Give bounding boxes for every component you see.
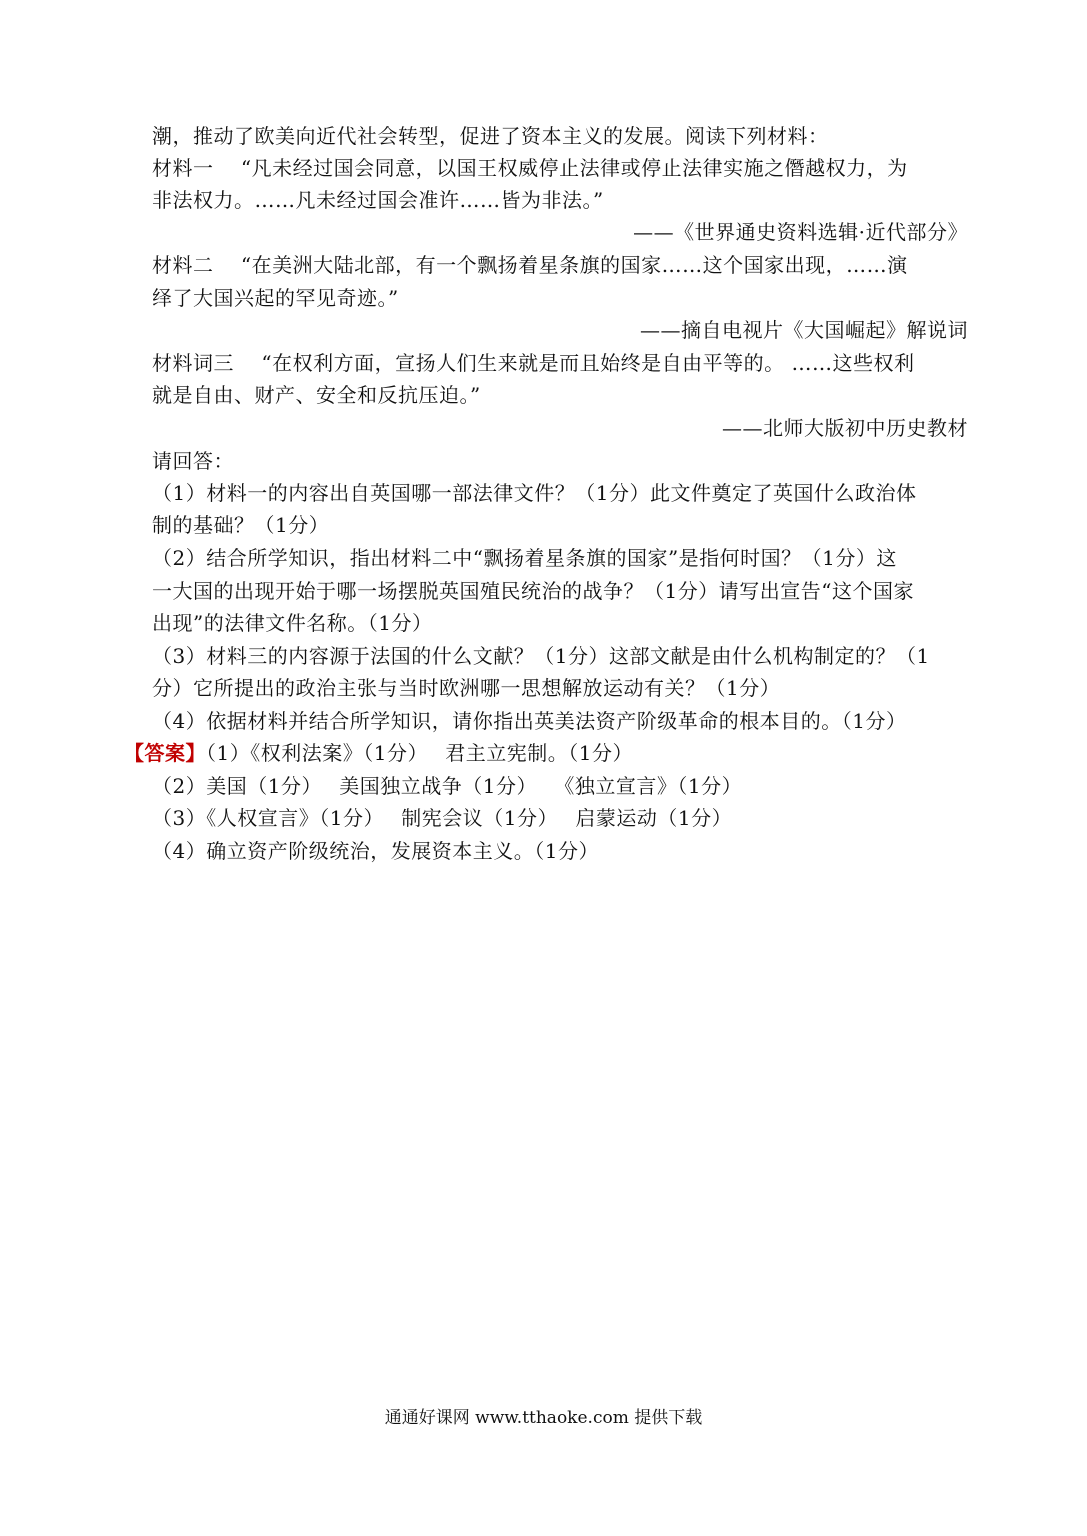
answer-text: （1）《权利法案》（1分） 君主立宪制。（1分） [206, 741, 634, 765]
text-line: 潮，推动了欧美向近代社会转型，促进了资本主义的发展。阅读下列材料： [152, 124, 829, 148]
question-line: 制的基础？（1分） [152, 513, 330, 537]
answer-tag: 【答案】 [124, 741, 206, 765]
text-line: 非法权力。……凡未经过国会准许……皆为非法。” [152, 188, 604, 212]
answer-line: （2）美国（1分） 美国独立战争（1分） 《独立宣言》（1分） [152, 774, 743, 798]
answer-line [124, 737, 970, 769]
source-citation: ——《世界通史资料选辑·近代部分》 [633, 220, 968, 244]
text-line: 就是自由、财产、安全和反抗压迫。” [152, 383, 481, 407]
source-citation: ——摘自电视片《大国崛起》解说词 [640, 318, 968, 342]
question-line: （3）材料三的内容源于法国的什么文献？（1分）这部文献是由什么机构制定的？（1 [152, 644, 930, 668]
answer-line: （3）《人权宣言》（1分） 制宪会议（1分） 启蒙运动（1分） [152, 806, 733, 830]
question-line: 一大国的出现开始于哪一场摆脱英国殖民统治的战争？（1分）请写出宣告“这个国家 [152, 579, 914, 603]
text-line: 材料二 “在美洲大陆北部，有一个飘扬着星条旗的国家……这个国家出现，……演 [152, 253, 908, 277]
question-line: （2）结合所学知识，指出材料二中“飘扬着星条旗的国家”是指何时国？（1分）这 [152, 546, 897, 570]
text-line: 绎了大国兴起的罕见奇迹。” [152, 286, 399, 310]
answer-line: （4）确立资产阶级统治，发展资本主义。（1分） [152, 839, 599, 863]
page-footer: 通通好课网 www.tthaoke.com 提供下载 [384, 1408, 703, 1428]
source-citation: ——北师大版初中历史教材 [722, 416, 968, 440]
prompt-line: 请回答： [152, 449, 234, 473]
question-line: （4）依据材料并结合所学知识，请你指出英美法资产阶级革命的根本目的。（1分） [152, 709, 907, 733]
question-line: （1）材料一的内容出自英国哪一部法律文件？（1分）此文件奠定了英国什么政治体 [152, 481, 917, 505]
question-line: 出现”的法律文件名称。（1分） [152, 611, 433, 635]
text-line: 材料一 “凡未经过国会同意，以国王权威停止法律或停止法律实施之僭越权力，为 [152, 156, 908, 180]
text-line: 材料词三 “在权利方面，宣扬人们生来就是而且始终是自由平等的。 ……这些权利 [152, 351, 915, 375]
question-line: 分）它所提出的政治主张与当时欧洲哪一思想解放运动有关？（1分） [152, 676, 781, 700]
